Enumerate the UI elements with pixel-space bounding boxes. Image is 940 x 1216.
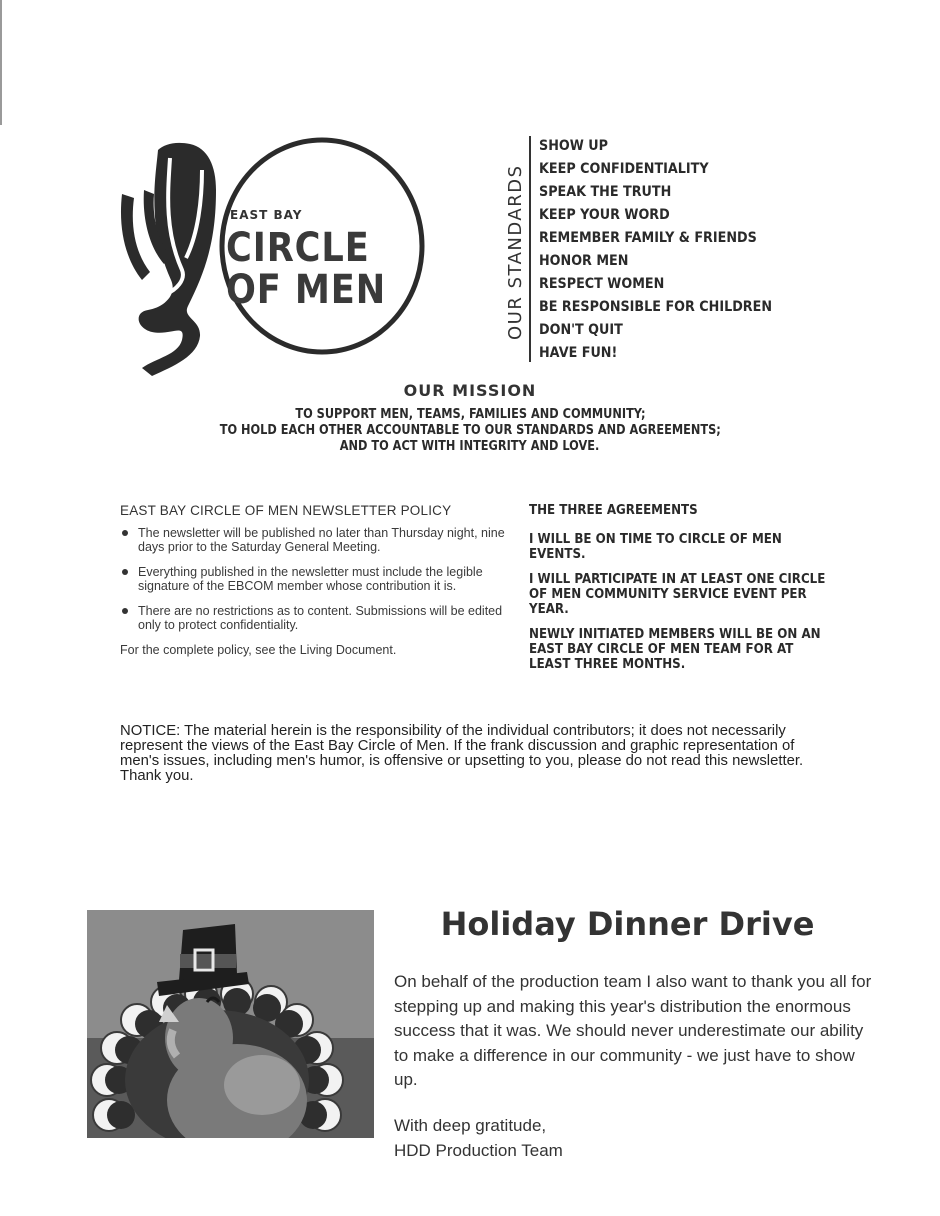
standard-item: BE RESPONSIBLE FOR CHILDREN xyxy=(539,299,773,315)
policy-item xyxy=(120,565,505,593)
policy-item xyxy=(120,604,505,632)
closing-text: With deep gratitude, xyxy=(394,1116,547,1135)
standard-item: SPEAK THE TRUTH xyxy=(539,184,672,200)
policy-list xyxy=(120,526,505,632)
standard-item: HAVE FUN! xyxy=(539,345,618,361)
policy-item-text: The newsletter will be published no later than Thursday night, nine days prior to the Saturday General Meeting. xyxy=(138,526,505,554)
pilgrim-turkey-illustration xyxy=(87,910,374,1138)
mission-line xyxy=(0,422,940,438)
agreement-item: I WILL BE ON TIME TO CIRCLE OF MEN EVENTS. xyxy=(529,531,782,562)
mission-line-text: TO SUPPORT MEN, TEAMS, FAMILIES AND COMMUNITY; xyxy=(294,406,646,422)
mission-line-text: TO HOLD EACH OTHER ACCOUNTABLE TO OUR STANDARDS AND AGREEMENTS; xyxy=(219,422,721,438)
policy-item-text: There are no restrictions as to content. Submissions will be edited only to protect confidentiality. xyxy=(138,604,503,632)
page-edge-mark xyxy=(0,0,2,125)
policy-item xyxy=(120,526,505,554)
agreement-item: I WILL PARTICIPATE IN AT LEAST ONE CIRCLE OF MEN COMMUNITY SERVICE EVENT PER YEAR. xyxy=(529,571,826,617)
mission-title: OUR MISSION xyxy=(403,381,537,400)
logo-of-men-text: OF MEN xyxy=(226,267,387,313)
notice-text: NOTICE: The material herein is the responsibility of the individual contributors; it does not necessarily represent the views of the East Bay Circle of Men. If the frank discussion and graphic representation of men's issues, including men's humor, is offensive or upsetting to you, please do not read this newsletter. Thank you. xyxy=(120,722,804,784)
agreement-item: NEWLY INITIATED MEMBERS WILL BE ON AN EAST BAY CIRCLE OF MEN TEAM FOR AT LEAST THREE MONTHS. xyxy=(529,626,821,672)
bullet-icon xyxy=(122,530,128,536)
standards-divider xyxy=(529,136,531,362)
bullet-icon xyxy=(122,569,128,575)
mission-line xyxy=(0,406,940,422)
standard-item: DON'T QUIT xyxy=(539,322,623,338)
standard-item: RESPECT WOMEN xyxy=(539,276,665,292)
standard-item: HONOR MEN xyxy=(539,253,629,269)
mission-line xyxy=(0,438,940,454)
standard-item: KEEP CONFIDENTIALITY xyxy=(539,161,709,177)
mission-line-text: AND TO ACT WITH INTEGRITY AND LOVE. xyxy=(340,438,600,454)
holiday-dinner-drive-body: On behalf of the production team I also want to thank you all for stepping up and making this year's distribution the enormous success that it was. We should never underestimate our ability to make a difference in our community - we just have to show up. xyxy=(394,972,872,1089)
standard-item: REMEMBER FAMILY & FRIENDS xyxy=(539,230,757,246)
agreements-title: THE THREE AGREEMENTS xyxy=(529,502,698,518)
signature-text: HDD Production Team xyxy=(394,1141,563,1160)
holiday-dinner-drive-title: Holiday Dinner Drive xyxy=(440,905,815,943)
logo-circle-text: CIRCLE xyxy=(226,225,370,271)
policy-item-text: Everything published in the newsletter must include the legible signature of the EBCOM member whose contribution it is. xyxy=(138,565,483,593)
turkey-image-icon xyxy=(87,910,374,1138)
standards-heading: OUR STANDARDS xyxy=(505,164,526,340)
standard-item: SHOW UP xyxy=(539,138,608,154)
standard-item: KEEP YOUR WORD xyxy=(539,207,670,223)
policy-footer: For the complete policy, see the Living Document. xyxy=(120,643,397,657)
policy-title: EAST BAY CIRCLE OF MEN NEWSLETTER POLICY xyxy=(120,503,452,518)
circle-of-men-logo xyxy=(116,130,426,385)
logo-east-bay-text: EAST BAY xyxy=(230,208,303,222)
bullet-icon xyxy=(122,608,128,614)
standards-list xyxy=(539,135,804,365)
newsletter-policy xyxy=(120,503,505,657)
mission-statement xyxy=(0,406,940,454)
holiday-signoff xyxy=(394,1113,563,1163)
three-agreements xyxy=(529,503,829,682)
